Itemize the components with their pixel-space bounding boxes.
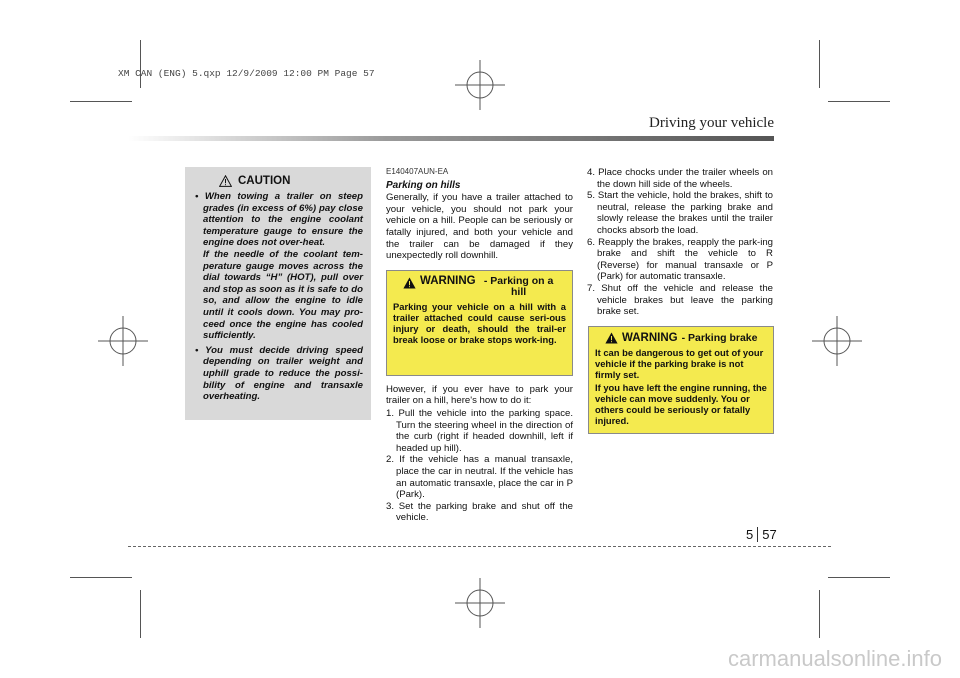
warning-brake-text-2: If you have left the engine running, the vehicle can move suddenly. You or others could be seriously or fatally injured. [595, 381, 767, 427]
warning-box-brake [588, 326, 774, 434]
page-number-separator [757, 527, 758, 542]
warning-body [393, 301, 566, 346]
step-item: 7. Shut off the vehicle and release the vehicle brakes but leave the parking brake set. [587, 282, 773, 318]
crop-mark [140, 40, 141, 88]
warning-title: WARNING [622, 332, 678, 344]
page-number-value: 57 [762, 527, 777, 542]
footer-dashed-rule [128, 546, 831, 547]
step-item: 4. Place chocks under the trailer wheels on the down hill side of the wheels. [587, 167, 773, 190]
crop-mark [70, 101, 132, 102]
crop-mark [819, 590, 820, 638]
steps-list-2 [587, 167, 773, 318]
caution-header [219, 175, 363, 187]
warning-body [595, 347, 767, 426]
chapter-number: 5 [746, 527, 754, 542]
warning-header [605, 332, 767, 344]
caution-list [193, 191, 363, 403]
crop-mark [828, 577, 890, 578]
caution-box [185, 167, 371, 420]
crop-mark [828, 101, 890, 102]
warning-triangle-icon [605, 332, 618, 344]
crop-mark [819, 40, 820, 88]
warning-brake-text-1: It can be dangerous to get out of your vehicle if the parking brake is not firmly set. [595, 347, 764, 381]
crop-mark [140, 590, 141, 638]
warning-subtitle: - Parking on a hill [483, 274, 554, 298]
steps-list-1 [386, 408, 573, 524]
middle-column [386, 166, 573, 524]
header-rule [128, 136, 774, 141]
step-item: 1. Pull the vehicle into the parking space. Turn the steering wheel in the direction of the curb (right if headed downhill, left if headed up hill). [386, 407, 573, 454]
warning-subtitle: - Parking brake [681, 332, 758, 344]
caution-bullet1-text: When towing a trailer on steep grades (in excess of 6%) pay close attention to the engine coolant temperature gauge to ensure the engine does not over-heat. [203, 191, 364, 249]
section-title: Driving your vehicle [649, 115, 774, 131]
step-item: 3. Set the parking brake and shut off the vehicle. [386, 500, 573, 524]
caution-bullet2-text: You must decide driving speed depending on trailer weight and uphill grade to reduce the possi-bility of engine and transaxle overheating. [203, 344, 363, 403]
watermark: carmanualsonline.info [727, 646, 942, 671]
registration-mark-bottom [455, 578, 505, 628]
page-number [746, 527, 777, 542]
step-item: 6. Reapply the brakes, reapply the park-ing brake and shift the vehicle to R (Reverse) for manual transaxle or P (Park) for automatic transaxle. [587, 236, 773, 283]
warning-title: WARNING [420, 274, 476, 287]
section-code: E140407AUN-EA [386, 167, 449, 176]
print-slug: XM CAN (ENG) 5.qxp 12/9/2009 12:00 PM Page 57 [118, 68, 375, 79]
caution-bullet1-continued: If the needle of the coolant tem-perature gauge moves across the dial towards “H” (HOT), pull over and stop as soon as it is safe to do so, and allow the engine to idle until it cools down. You may pro-ceed once the engine has cooled sufficiently. [203, 248, 363, 342]
crop-mark [70, 577, 132, 578]
caution-bullet: • You must decide driving speed depending on trailer weight and uphill grade to reduce the possi-bility of engine and transaxle overheating. [195, 344, 363, 403]
warning-hill-text: Parking your vehicle on a hill with a trailer attached could cause seri-ous injury or death, should the trail-er break loose or brake stops work-ing. [393, 300, 566, 346]
warning-header [403, 276, 566, 298]
intro-paragraph: Generally, if you have a trailer attached to your vehicle, you should not park your vehicle on a hill. People can be seriously or fatally injured, and both your vehicle and the trailer can be damaged if they unexpectedly roll downhill. [386, 192, 573, 262]
warning-triangle-icon [403, 277, 416, 289]
registration-mark-top [455, 60, 505, 110]
right-column [587, 167, 773, 318]
caution-triangle-icon [219, 175, 232, 187]
registration-mark-right [812, 316, 862, 366]
warning-box-hill [386, 270, 573, 376]
lead-paragraph: However, if you ever have to park your trailer on a hill, here's how to do it: [386, 383, 573, 407]
step-item: 5. Start the vehicle, hold the brakes, shift to neutral, release the parking brake and slowly release the brakes until the trailer chocks absorb the load. [587, 190, 773, 236]
caution-title: CAUTION [238, 175, 291, 187]
caution-bullet: • When towing a trailer on steep grades (in excess of 6%) pay close attention to the engine coolant temperature gauge to ensure the engine does not over-heat. If the needle of the coolant tem-perature gauge moves across the dial towards “H” (HOT), pull over and stop as soon as it is safe to do so, and allow the engine to idle until it cools down. You may pro-ceed once the engine has cooled sufficiently. [195, 191, 364, 342]
step-item: 2. If the vehicle has a manual transaxle, place the car in neutral. If the vehicle has an automatic transaxle, place the car in P (Park). [386, 454, 573, 501]
parking-on-hills-heading: Parking on hills [386, 179, 461, 191]
registration-mark-left [98, 316, 148, 366]
